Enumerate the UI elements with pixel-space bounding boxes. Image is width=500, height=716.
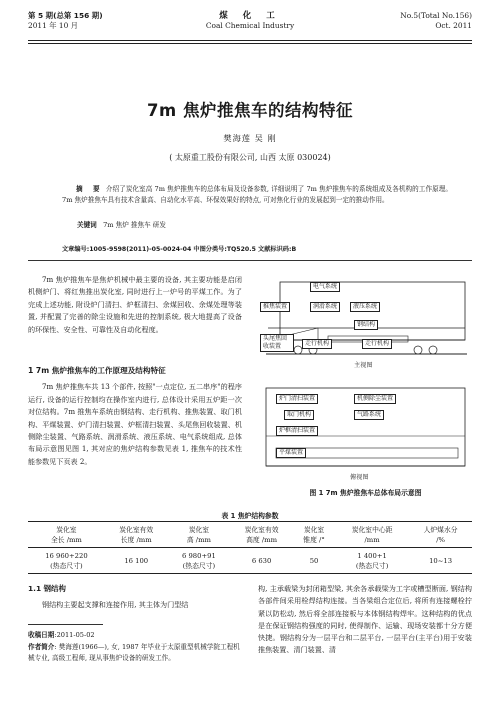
- keywords-text: 7m 焦炉 推焦车 研发: [103, 221, 166, 229]
- table-header: 炭化室 锥度 /°: [303, 525, 325, 544]
- abstract-text: 介绍了炭化室高 7m 焦炉推焦车的总体布局及设备参数, 详细说明了 7m 焦炉推焦车的系统组成及各机构的工作原理。7m 焦炉推焦车具有技术含量高、自动化水平高、环保效果好的特点, 可对焦化行业的发展起到一定的推动作用。: [62, 185, 452, 204]
- keywords: [77, 219, 166, 229]
- footnote: [28, 630, 242, 665]
- intro-text: 7m 焦炉推焦车是焦炉机械中最主要的设备, 其主要功能是启闭机侧炉门、将红焦推出炭化室, 同时进行上一炉号的平煤工作。为了完成上述功能, 附设炉门清扫、炉框清扫、余煤回收、余煤处理等装置, 并配置了完善的除尘设施和先进的控制系统, 极大地提高了设备的环保性、安全性、可靠性及自动化程度。: [28, 275, 242, 334]
- oven-parameters-table: [28, 521, 472, 574]
- table-cell: 1 400+1 (热态尺寸): [355, 551, 389, 570]
- figure-caption: 图 1 7m 焦炉推焦车总体布局示意图: [309, 489, 422, 497]
- section-rule: [28, 260, 472, 261]
- label-leveler: 平煤装置: [276, 448, 306, 458]
- table-header-row: [28, 522, 472, 548]
- label-coke-recovery: 头尾焦回收装置: [260, 334, 294, 352]
- intro-paragraph: [28, 274, 242, 336]
- abstract: [62, 184, 452, 205]
- section-1-1-text: 钢结构主要起支撑和连接作用, 其主体为门型结: [42, 600, 189, 609]
- header-right: [400, 11, 472, 31]
- journal-en: Coal Chemical Industry: [205, 21, 295, 30]
- top-view-label: 俯视图: [350, 474, 369, 481]
- article-meta: [62, 244, 452, 253]
- issue-cn: 第 5 期(总第 156 期): [28, 11, 103, 20]
- issue-en: No.5(Total No.156): [400, 11, 472, 20]
- label-pneumatic: 气路系统: [354, 410, 384, 420]
- section-1-text: 7m 焦炉推焦车共 13 个部件, 按照"一点定位, 五二串序"的程序运行, 设备的运行控制均在操作室内进行, 总体设计采用五炉距一次对位结构。7m 推焦车系统由钢结构、走行机构、推焦装置、取门机构、平煤装置、炉门清扫装置、炉框清扫装置、头尾焦回收装置、机侧除尘装置、气路系统、润滑系统、液压系统、电气系统组成, 总体布局示意图见图 1, 其对应的焦炉结构参数见表 1, 推焦车的技术性能参数见下页表 2。: [28, 382, 242, 466]
- table-header: 炭化室有效 高度 /mm: [244, 525, 279, 544]
- table-cell: 6 630: [251, 556, 272, 565]
- label-electric-system: 电气系统: [310, 282, 340, 292]
- table-header: 炭化室 全长 /mm: [50, 525, 82, 544]
- author-bio: 作者简介: 樊海莲(1966—), 女, 1987 年毕业于太原重型机械学院工程机械专业, 高级工程师, 现从事焦炉设备的研发工作。: [28, 642, 240, 663]
- label-door-extractor: 取门机构: [284, 410, 314, 420]
- section-1-title: 1 7m 焦炉推焦车的工作原理及结构特征: [28, 366, 166, 375]
- table-cell: 16 960+220 (热态尺寸): [45, 551, 88, 570]
- label-travel-1: 走行机构: [302, 339, 332, 349]
- date-cn: 2011 年 10 月: [28, 21, 79, 30]
- affiliation: ( 太原重工股份有限公司, 山西 太原 030024): [169, 153, 331, 162]
- label-lube: 润滑系统: [310, 302, 340, 312]
- main-view-label: 主视图: [354, 362, 373, 369]
- label-dust-collector: 机侧除尘装置: [354, 394, 396, 404]
- header-rule-thin: [28, 43, 472, 44]
- table-cell: 10~13: [429, 556, 453, 565]
- table-header: 炭化室有效 长度 /mm: [119, 525, 154, 544]
- abstract-label: 摘 要: [76, 185, 104, 193]
- authors: 樊海莲 吴 刚: [223, 133, 277, 143]
- label-frame-cleaner: 炉框清扫装置: [276, 426, 318, 436]
- keywords-label: 关键词: [77, 221, 97, 229]
- table-row: [28, 548, 472, 574]
- footnote-rule: [28, 624, 103, 625]
- table-cell: 16 100: [124, 556, 149, 565]
- label-travel-2: 走行机构: [362, 339, 392, 349]
- label-pusher: 推焦装置: [260, 302, 290, 312]
- header-rule: [28, 40, 472, 41]
- table-cell: 50: [309, 556, 319, 565]
- right-column-text: 构, 主承载梁为封闭箱型梁, 其余各承载梁为工字或槽型断面, 钢结构各部件间采用栓焊结构连接。当各梁组合定位后, 将所有连接螺栓拧紧以防松动, 然后将全部连接板与本体钢结构焊牢。这种结构的优点是在保证钢结构强度的同时, 使得制作、运输、现场安装都十分方便快捷。钢结构分为一层平台和二层平台, 一层平台(主平台)用于安装推焦装置、清门装置、清: [258, 584, 472, 655]
- table-header: 人炉煤水分 /%: [423, 525, 458, 544]
- date-en: Oct. 2011: [435, 21, 472, 30]
- received-date: 收稿日期:2011-05-02: [28, 631, 95, 639]
- label-door-cleaner: 炉门清扫装置: [276, 394, 318, 404]
- section-1-1-title: 1.1 钢结构: [28, 584, 66, 593]
- meta-line: 文章编号:1005-9598(2011)-05-0024-04 中图分类号:TQ520.5 文献标识码:B: [62, 246, 297, 253]
- article-title: 7m 焦炉推焦车的结构特征: [147, 101, 353, 120]
- figure-1: [258, 268, 473, 498]
- table-cell: 6 980+91 (热态尺寸): [182, 551, 216, 570]
- label-steel-structure: 钢结构: [354, 320, 378, 330]
- running-header: [28, 11, 472, 41]
- table-header: 炭化室 高 /mm: [186, 525, 211, 544]
- journal-cn: 煤 化 工: [219, 11, 281, 21]
- table-caption: 表 1 焦炉结构参数: [221, 512, 279, 520]
- table-header: 炭化室中心距 /mm: [351, 525, 393, 544]
- section-1: [28, 365, 242, 468]
- label-hydraulic: 液压系统: [350, 302, 380, 312]
